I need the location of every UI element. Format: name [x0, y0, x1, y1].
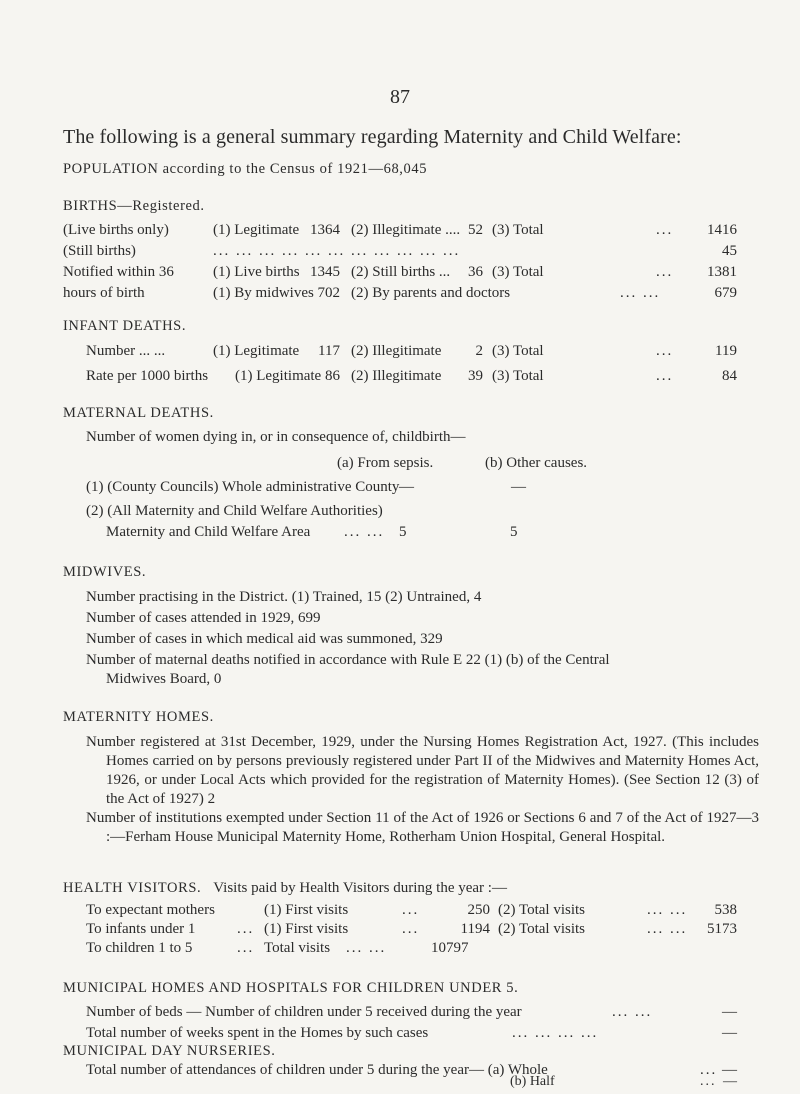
- midwives-board: Midwives Board, 0: [106, 671, 222, 687]
- midwives-value: 702: [317, 285, 340, 301]
- still-births-label: (2) Still births ...: [351, 264, 451, 280]
- row-label: To infants under 1: [86, 921, 196, 937]
- row-label: hours of birth: [63, 285, 145, 301]
- midwives-practising: Number practising in the District. (1) Trained, 15 (2) Untrained, 4: [86, 589, 482, 605]
- leader-dots: ... ...: [612, 1004, 653, 1020]
- legitimate-label: (1) Legitimate: [213, 222, 300, 238]
- row-label: Total number of weeks spent in the Homes by such cases: [86, 1025, 429, 1041]
- total-label: (3) Total: [492, 343, 544, 359]
- health-visitors-intro: Visits paid by Health Visitors during the year :—: [213, 880, 507, 896]
- leader-dots: ...: [656, 222, 674, 238]
- intro-heading: The following is a general summary regarding Maternity and Child Welfare:: [63, 126, 682, 148]
- births-heading: BIRTHS—Registered.: [63, 198, 205, 214]
- midwives-medical-aid: Number of cases in which medical aid was summoned, 329: [86, 631, 443, 647]
- row-label: (Live births only): [63, 222, 169, 238]
- total-visits-value: 538: [714, 902, 737, 918]
- leader-dots: ... ...: [647, 902, 688, 918]
- total-label: (3) Total: [492, 222, 544, 238]
- total-visits-label: Total visits: [264, 940, 331, 956]
- row-value: —: [722, 1062, 737, 1078]
- row-label: Total number of attendances of children under 5 during the year— (a) Whole: [86, 1062, 548, 1078]
- live-births-label: (1) Live births: [213, 264, 300, 280]
- row-label: Number of beds — Number of children under 5 received during the year: [86, 1004, 522, 1020]
- total-value: 1416: [707, 222, 737, 238]
- still-births-value: 36: [468, 264, 483, 280]
- sepsis-value: 5: [399, 524, 407, 540]
- row-label: Rate per 1000 births: [86, 368, 209, 384]
- total-value: 119: [715, 343, 737, 359]
- column-a-heading: (a) From sepsis.: [337, 455, 434, 471]
- midwives-maternal-deaths: Number of maternal deaths notified in accordance with Rule E 22 (1) (b) of the Central: [86, 652, 610, 668]
- first-visits-value: 1194: [460, 921, 490, 937]
- health-visitors-heading: HEALTH VISITORS.: [63, 880, 202, 896]
- maternity-homes-exempted: Number of institutions exempted under Section 11 of the Act of 1926 or Sections 6 and 7 of the Act of 1927—3 :—Ferham House Municipal Maternity Home, Rotherham Union Hospital, General Hospital.: [86, 810, 759, 845]
- day-nurseries-heading: MUNICIPAL DAY NURSERIES.: [63, 1043, 276, 1059]
- row-value: —: [723, 1074, 737, 1089]
- row-label: Notified within 36: [63, 264, 174, 280]
- total-value: 84: [722, 368, 737, 384]
- illegitimate-value: 2: [475, 343, 483, 359]
- maternal-row-authorities: (2) (All Maternity and Child Welfare Authorities): [86, 503, 383, 519]
- leader-dots: ...: [656, 264, 674, 280]
- column-b-heading: (b) Other causes.: [485, 455, 588, 471]
- legitimate-value: 86: [325, 368, 340, 384]
- maternity-homes-heading: MATERNITY HOMES.: [63, 709, 214, 725]
- total-value: 679: [714, 285, 737, 301]
- leader-dots: ... ... ... ...: [512, 1025, 599, 1041]
- illegitimate-label: (2) Illegitimate ....: [351, 222, 461, 238]
- municipal-homes-heading: MUNICIPAL HOMES AND HOSPITALS FOR CHILDREN UNDER 5.: [63, 980, 519, 996]
- leader-dots: ...: [237, 940, 255, 956]
- row-label: (b) Half: [510, 1074, 555, 1089]
- row-label: Number ... ...: [86, 343, 166, 359]
- page-number: 87: [390, 86, 410, 108]
- sepsis-value: —: [399, 479, 414, 495]
- leader-dots: ...: [656, 343, 674, 359]
- leader-dots: ... ...: [620, 285, 661, 301]
- maternal-deaths-heading: MATERNAL DEATHS.: [63, 405, 214, 421]
- total-label: (3) Total: [492, 368, 544, 384]
- population-line: POPULATION according to the Census of 1921—68,045: [63, 161, 428, 177]
- first-visits-label: (1) First visits: [264, 921, 349, 937]
- leader-dots: ... ...: [346, 940, 387, 956]
- live-births-value: 1345: [310, 264, 340, 280]
- leader-dots: ...: [402, 902, 420, 918]
- other-causes-value: 5: [510, 524, 518, 540]
- other-causes-value: —: [511, 479, 526, 495]
- infant-deaths-heading: INFANT DEATHS.: [63, 318, 187, 334]
- leader-dots: ...: [700, 1074, 717, 1089]
- midwives-label: (1) By midwives: [213, 285, 314, 301]
- row-value: —: [722, 1025, 737, 1041]
- first-visits-label: (1) First visits: [264, 902, 349, 918]
- maternity-homes-registered: Number registered at 31st December, 1929, under the Nursing Homes Registration Act, 1927. (This includes Homes carried on by persons previously registered under Part II of the Midwives and Maternity Homes Act, 1926, or under Local Acts which provided for the registration of Maternity Homes). (See Section 12 (3) of the Act of 1927) 2: [86, 734, 759, 807]
- total-value: 45: [722, 243, 737, 259]
- leader-dots: ...: [656, 368, 674, 384]
- leader-dots: ... ... ... ... ... ... ... ... ... ... ...: [213, 243, 461, 259]
- leader-dots: ... ...: [647, 921, 688, 937]
- row-label: Maternity and Child Welfare Area: [106, 524, 311, 540]
- leader-dots: ...: [237, 921, 255, 937]
- legitimate-label: (1) Legitimate: [213, 343, 300, 359]
- leader-dots: ...: [402, 921, 420, 937]
- first-visits-value: 250: [467, 902, 490, 918]
- total-value: 1381: [707, 264, 737, 280]
- legitimate-value: 1364: [310, 222, 340, 238]
- leader-dots: ... ...: [344, 524, 385, 540]
- total-visits-label: (2) Total visits: [498, 921, 586, 937]
- health-visitors-heading-line: [63, 879, 507, 897]
- leader-dots: ...: [700, 1062, 718, 1078]
- midwives-heading: MIDWIVES.: [63, 564, 147, 580]
- total-label: (3) Total: [492, 264, 544, 280]
- parents-doctors-label: (2) By parents and doctors: [351, 285, 511, 301]
- row-label: To expectant mothers: [86, 902, 215, 918]
- total-visits-value: 10797: [431, 940, 469, 956]
- illegitimate-value: 52: [468, 222, 483, 238]
- legitimate-label: (1) Legitimate: [235, 368, 322, 384]
- illegitimate-value: 39: [468, 368, 483, 384]
- illegitimate-label: (2) Illegitimate: [351, 343, 442, 359]
- illegitimate-label: (2) Illegitimate: [351, 368, 442, 384]
- total-visits-label: (2) Total visits: [498, 902, 586, 918]
- row-label: (1) (County Councils) Whole administrative County: [86, 479, 400, 495]
- legitimate-value: 117: [318, 343, 340, 359]
- midwives-cases: Number of cases attended in 1929, 699: [86, 610, 321, 626]
- total-visits-value: 5173: [707, 921, 737, 937]
- row-label: (Still births): [63, 243, 136, 259]
- row-label: To children 1 to 5: [86, 940, 193, 956]
- row-value: —: [722, 1004, 737, 1020]
- maternal-intro: Number of women dying in, or in consequence of, childbirth—: [86, 429, 466, 445]
